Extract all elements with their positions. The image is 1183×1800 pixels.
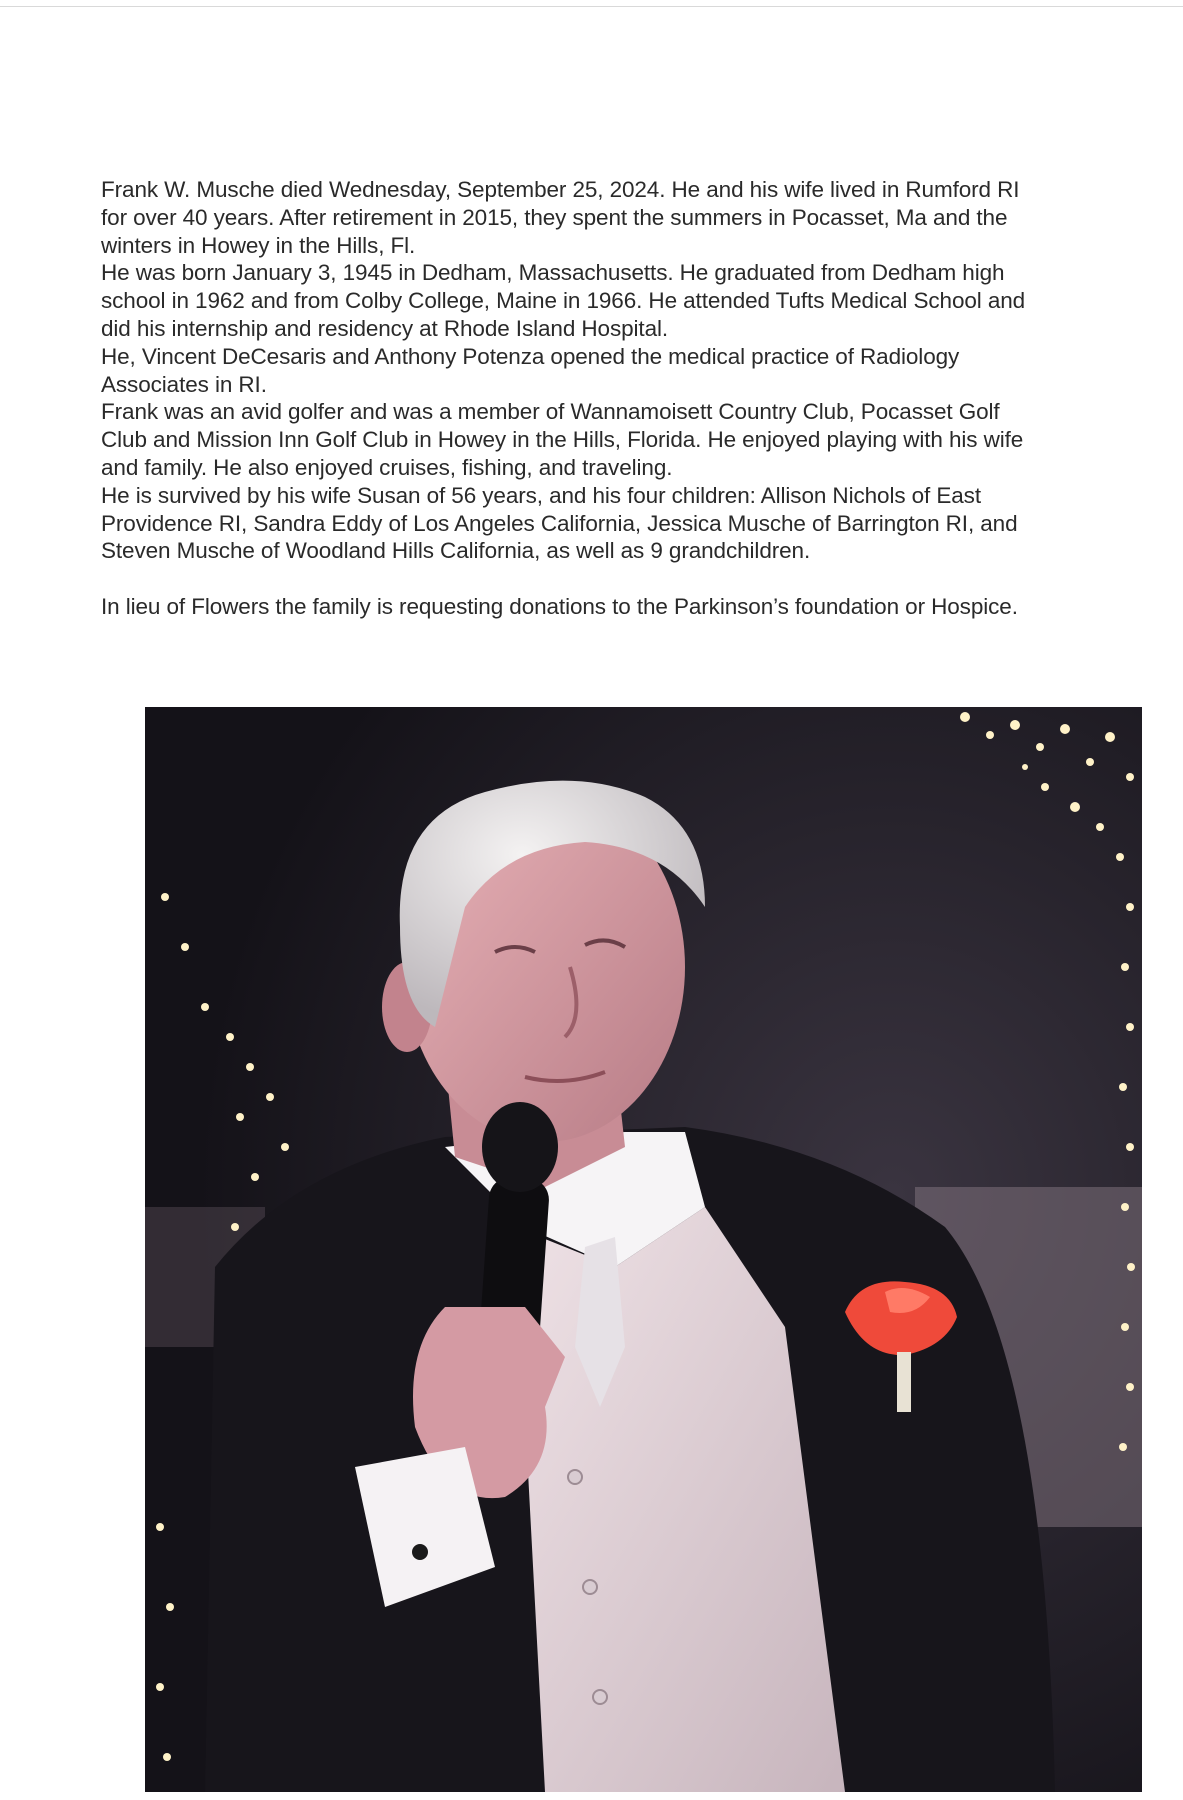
paragraph-survivors: He is survived by his wife Susan of 56 years, and his four children: Allison Nichols of East Providence RI, Sandra Eddy of Los Angeles California, Jessica Musche of Barrington RI, and Steven Musche of Woodland Hills California, as well as 9 grandchildren. (101, 482, 1018, 564)
obituary-text (101, 176, 1181, 621)
paragraph-death-notice: Frank W. Musche died Wednesday, September 25, 2024. He and his wife lived in Rumford RI for over 40 years. After retirement in 2015, they spent the summers in Pocasset, Ma and the winters in Howey in the Hills, Fl. (101, 177, 1020, 258)
paragraph-practice: He, Vincent DeCesaris and Anthony Potenza opened the medical practice of Radiology Associates in RI. (101, 343, 960, 397)
portrait-illustration (145, 707, 1142, 1792)
scan-edge-line (0, 6, 1183, 7)
paragraph-donations: In lieu of Flowers the family is requesting donations to the Parkinson’s foundation or Hospice. (101, 594, 1018, 620)
memorial-photo (145, 707, 1142, 1792)
paragraph-early-life: He was born January 3, 1945 in Dedham, Massachusetts. He graduated from Dedham high school in 1962 and from Colby College, Maine in 1966. He attended Tufts Medical School and did his internship and residency at Rhode Island Hospital. (101, 260, 1026, 341)
cufflink (412, 1544, 428, 1560)
paragraph-hobbies: Frank was an avid golfer and was a member of Wannamoisett Country Club, Pocasset Golf Club and Mission Inn Golf Club in Howey in the Hills, Florida. He enjoyed playing with his wife and family. He also enjoyed cruises, fishing, and traveling. (101, 399, 1024, 480)
